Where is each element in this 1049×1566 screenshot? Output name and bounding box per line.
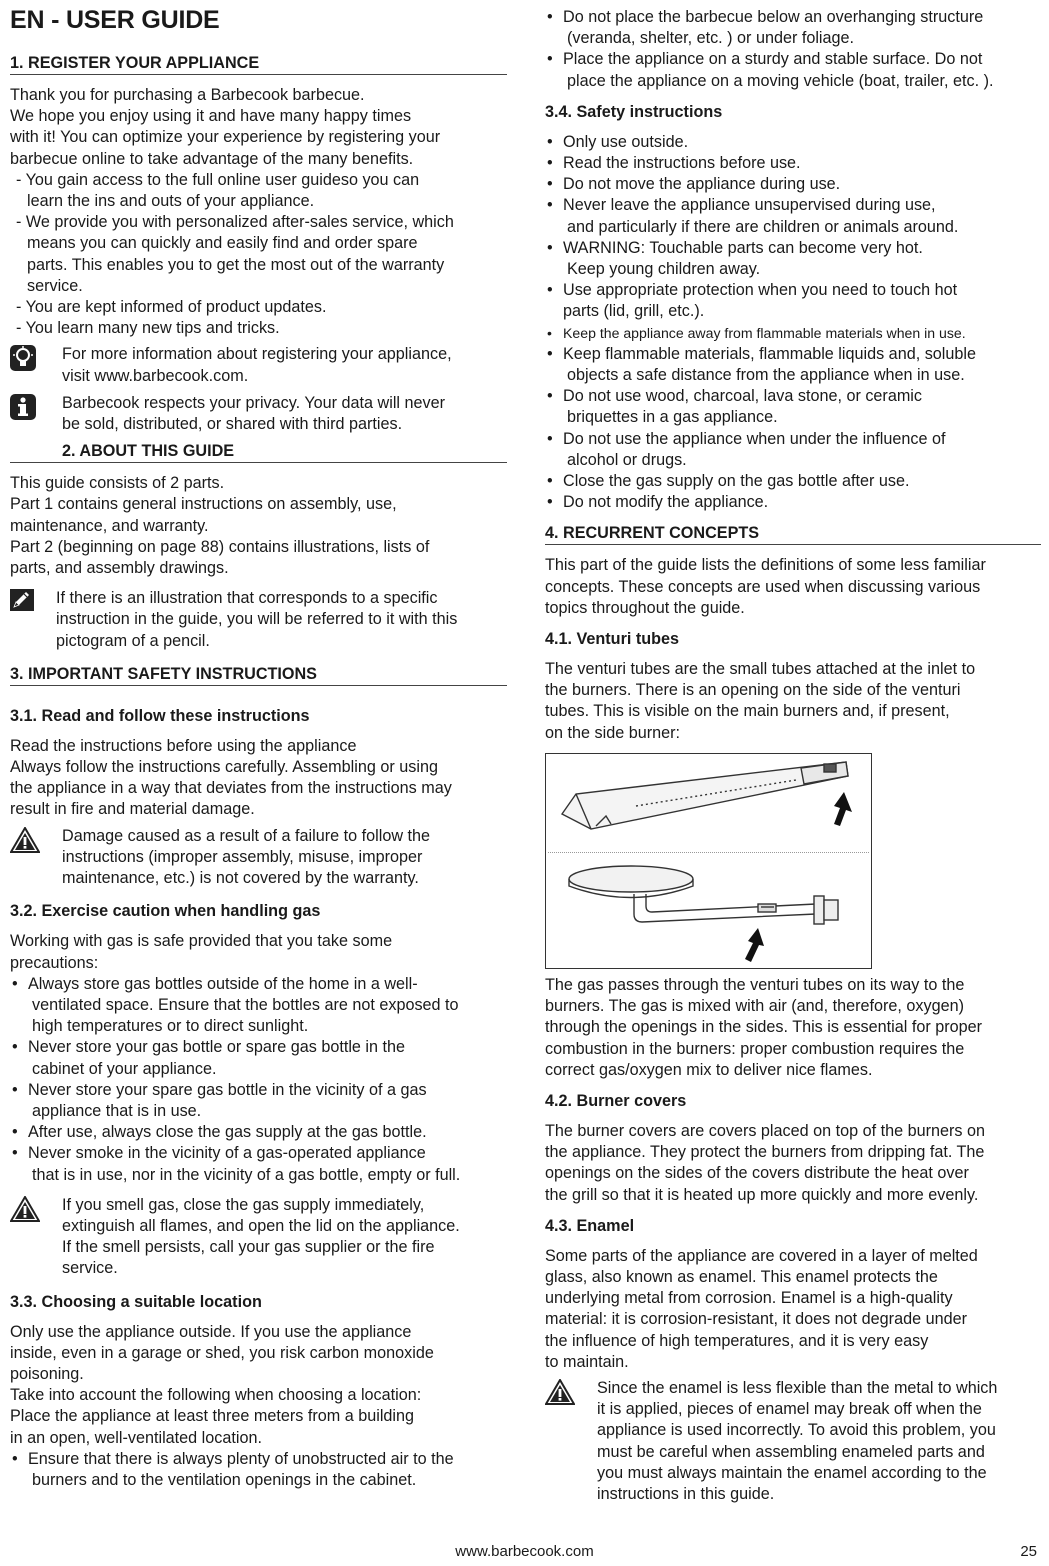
- heading-safety-instructions: 3.4. Safety instructions: [545, 102, 723, 121]
- list-item: [10, 1037, 507, 1079]
- bullet-line: • Do not move the appliance during use.: [563, 175, 841, 194]
- list-item: [545, 195, 1041, 237]
- register-intro-2: We hope you enjoy using it and have many happy times: [10, 107, 412, 126]
- bullet-line: Keep young children away.: [567, 260, 761, 279]
- about-line-4: Part 2 (beginning on page 88) contains illustrations, lists of: [10, 537, 430, 556]
- bullet-line: • After use, always close the gas supply at the gas bottle.: [28, 1123, 427, 1142]
- note-line: instructions (improper assembly, misuse, improper: [62, 847, 423, 866]
- location-line-3: poisoning.: [10, 1364, 84, 1383]
- concepts-line-1: This part of the guide lists the definitions of some less familiar: [545, 556, 986, 575]
- bullet-line: • Ensure that there is always plenty of unobstructed air to the: [28, 1449, 454, 1468]
- about-line-3: maintenance, and warranty.: [10, 516, 209, 535]
- benefit-line: learn the ins and outs of your appliance.: [27, 192, 315, 211]
- note-line: If you smell gas, close the gas supply immediately,: [62, 1195, 425, 1214]
- right-column: [545, 7, 1041, 1511]
- note-line: maintenance, etc.) is not covered by the warranty.: [62, 869, 419, 888]
- note-line: Damage caused as a result of a failure to follow the: [62, 826, 431, 845]
- bullet-line: ventilated space. Ensure that the bottles are not exposed to: [32, 995, 459, 1014]
- note-line: appliance is used incorrectly. To avoid this problem, you: [597, 1421, 996, 1440]
- bullet-line: • Do not place the barbecue below an overhanging structure: [563, 8, 984, 26]
- note-line: For more information about registering your appliance,: [62, 345, 452, 364]
- venturi-after-1: The gas passes through the venturi tubes on its way to the: [545, 975, 965, 994]
- heading-burner-covers: 4.2. Burner covers: [545, 1091, 687, 1110]
- covers-line-4: the grill so that it is heated up more quickly and more evenly.: [545, 1185, 979, 1204]
- warning-damage: [10, 826, 507, 890]
- list-item: [545, 132, 1041, 153]
- venturi-after-2: burners. The gas is mixed with air (and, therefore, oxygen): [545, 997, 964, 1016]
- about-line-5: parts, and assembly drawings.: [10, 559, 229, 578]
- location-line-2: inside, even in a garage or shed, you risk carbon monoxide: [10, 1343, 434, 1362]
- benefit-line: - You learn many new tips and tricks.: [16, 319, 280, 338]
- left-column: [10, 0, 507, 1491]
- warning-enamel: [545, 1378, 1041, 1505]
- list-item: [545, 492, 1041, 513]
- pencil-icon: [10, 589, 34, 611]
- benefit-item: [10, 318, 507, 339]
- note-line: it is applied, pieces of enamel may break off when the: [597, 1400, 982, 1419]
- heading-register: 1. REGISTER YOUR APPLIANCE: [10, 53, 507, 75]
- bullet-line: that is in use, nor in the vicinity of a gas bottle, empty or full.: [32, 1165, 461, 1184]
- location-line-5: Place the appliance at least three meters from a building: [10, 1407, 415, 1426]
- note-line: extinguish all flames, and open the lid on the appliance.: [62, 1216, 460, 1235]
- arrow-icon: [745, 928, 764, 962]
- bullet-line: • Do not use wood, charcoal, lava stone, or ceramic: [563, 387, 923, 406]
- note-line: service.: [62, 1259, 118, 1278]
- covers-line-1: The burner covers are covers placed on top of the burners on: [545, 1121, 986, 1140]
- note-line: visit www.barbecook.com.: [62, 366, 249, 385]
- list-item: [545, 471, 1041, 492]
- benefit-item: [10, 170, 507, 212]
- list-item: [545, 238, 1041, 280]
- benefit-line: parts. This enables you to get the most out of the warranty: [27, 255, 445, 274]
- covers-line-3: openings on the sides of the covers distribute the heat over: [545, 1164, 969, 1183]
- heading-gas-caution: 3.2. Exercise caution when handling gas: [10, 902, 321, 921]
- bullet-line: • Keep the appliance away from flammable materials when in use.: [563, 324, 966, 341]
- note-line: you must always maintain the enamel according to the: [597, 1463, 987, 1482]
- bullet-line: • Keep flammable materials, flammable liquids and, soluble: [563, 344, 976, 363]
- venturi-after-3: through the openings in the sides. This is essential for proper: [545, 1018, 983, 1037]
- list-item: [545, 429, 1041, 471]
- list-item: [10, 1122, 507, 1143]
- benefit-line: - You are kept informed of product updates.: [16, 298, 327, 317]
- bullet-line: • Place the appliance on a sturdy and stable surface. Do not: [563, 50, 983, 69]
- list-item: [10, 974, 507, 1038]
- about-line-2: Part 1 contains general instructions on assembly, use,: [10, 495, 397, 514]
- warning-icon: [10, 827, 40, 853]
- lightbulb-icon: [10, 345, 36, 371]
- note-line: instructions in this guide.: [597, 1484, 775, 1503]
- venturi-line-2: the burners. There is an opening on the side of the venturi: [545, 681, 961, 700]
- list-item: [10, 1143, 507, 1185]
- bullet-line: • Close the gas supply on the gas bottle after use.: [563, 472, 910, 491]
- register-intro-4: barbecue online to take advantage of the many benefits.: [10, 149, 414, 168]
- heading-read-follow: 3.1. Read and follow these instructions: [10, 706, 310, 725]
- heading-recurrent-concepts: 4. RECURRENT CONCEPTS: [545, 523, 1041, 545]
- gas-bullet-list: [10, 974, 507, 1186]
- list-item: [545, 280, 1041, 322]
- concepts-line-3: topics throughout the guide.: [545, 598, 745, 617]
- about-line-1: This guide consists of 2 parts.: [10, 474, 225, 493]
- enamel-line-6: to maintain.: [545, 1352, 629, 1371]
- bullet-line: • Use appropriate protection when you need to touch hot: [563, 281, 958, 300]
- note-pencil: [10, 588, 507, 652]
- list-item: [10, 1080, 507, 1122]
- enamel-line-2: glass, also known as enamel. This enamel protects the: [545, 1267, 938, 1286]
- venturi-after-4: combustion in the burners: proper combustion requires the: [545, 1039, 965, 1058]
- note-line: Barbecook respects your privacy. Your data will never: [62, 393, 445, 412]
- note-line: pictogram of a pencil.: [56, 631, 210, 650]
- bullet-line: • Do not modify the appliance.: [563, 493, 769, 512]
- page-number: 25: [1020, 1543, 1037, 1560]
- bullet-line: • Read the instructions before use.: [563, 154, 801, 173]
- bullet-line: • Never smoke in the vicinity of a gas-operated appliance: [28, 1144, 426, 1163]
- list-item: [545, 153, 1041, 174]
- bullet-line: high temperatures or to direct sunlight.: [32, 1017, 309, 1036]
- bullet-line: appliance that is in use.: [32, 1101, 202, 1120]
- read-line-1: Read the instructions before using the appliance: [10, 736, 357, 755]
- venturi-line-1: The venturi tubes are the small tubes attached at the inlet to: [545, 660, 976, 679]
- register-intro-1: Thank you for purchasing a Barbecook barbecue.: [10, 86, 365, 104]
- note-line: instruction in the guide, you will be referred to it with this: [56, 610, 458, 629]
- location-line-6: in an open, well-ventilated location.: [10, 1428, 262, 1447]
- note-register-tip: [10, 344, 507, 386]
- read-line-2: Always follow the instructions carefully. Assembling or using: [10, 758, 438, 777]
- venturi-line-4: on the side burner:: [545, 723, 680, 742]
- bullet-line: and particularly if there are children or animals around.: [567, 217, 959, 236]
- bullet-line: burners and to the ventilation openings in the cabinet.: [32, 1470, 417, 1489]
- bullet-line: • Always store gas bottles outside of the home in a well-: [28, 974, 418, 993]
- note-line: If the smell persists, call your gas supplier or the fire: [62, 1238, 435, 1257]
- bullet-line: objects a safe distance from the appliance when in use.: [567, 366, 965, 385]
- venturi-tube-illustration: [546, 754, 871, 968]
- location-line-4: Take into account the following when choosing a location:: [10, 1386, 422, 1405]
- note-line: be sold, distributed, or shared with third parties.: [62, 415, 403, 434]
- bullet-line: parts (lid, grill, etc.).: [563, 302, 705, 321]
- list-item: [545, 49, 1041, 91]
- heading-safety: 3. IMPORTANT SAFETY INSTRUCTIONS: [10, 664, 507, 686]
- warning-icon: [10, 1196, 40, 1222]
- heading-venturi: 4.1. Venturi tubes: [545, 630, 680, 649]
- bullet-line: place the appliance on a moving vehicle (boat, trailer, etc. ).: [567, 71, 994, 90]
- benefit-item: [10, 212, 507, 297]
- footer-url: www.barbecook.com: [455, 1543, 594, 1560]
- bullet-line: (veranda, shelter, etc. ) or under foliage.: [567, 29, 855, 48]
- info-icon: [10, 394, 36, 420]
- list-item: [545, 174, 1041, 195]
- venturi-after-5: correct gas/oxygen mix to deliver nice flames.: [545, 1060, 873, 1079]
- enamel-line-3: underlying metal from corrosion. Enamel is a high-quality: [545, 1289, 953, 1308]
- venturi-line-3: tubes. This is visible on the main burners and, if present,: [545, 702, 950, 721]
- location-bullet-list: [10, 1449, 507, 1491]
- heading-location: 3.3. Choosing a suitable location: [10, 1292, 262, 1311]
- page-title: EN - USER GUIDE: [10, 6, 220, 34]
- list-item: [545, 386, 1041, 428]
- bullet-line: • Never leave the appliance unsupervised during use,: [563, 196, 936, 215]
- benefit-line: - You gain access to the full online user guideso you can: [16, 170, 420, 189]
- concepts-line-2: concepts. These concepts are used when discussing various: [545, 577, 981, 596]
- note-line: Since the enamel is less flexible than the metal to which: [597, 1378, 998, 1397]
- arrow-icon: [834, 792, 852, 826]
- list-item: [545, 7, 1041, 49]
- benefit-line: means you can quickly and easily find and order spare: [27, 234, 418, 253]
- bullet-line: • Never store your spare gas bottle in the vicinity of a gas: [28, 1080, 427, 1099]
- list-item: [10, 1449, 507, 1491]
- location-line-1: Only use the appliance outside. If you use the appliance: [10, 1322, 412, 1341]
- heading-about-guide: 2. ABOUT THIS GUIDE: [10, 441, 507, 463]
- figure-divider: [548, 852, 869, 853]
- bullet-line: • Only use outside.: [563, 132, 689, 151]
- read-line-4: result in fire and material damage.: [10, 800, 255, 819]
- location-bullet-list-cont: [545, 7, 1041, 92]
- warning-gas-smell: [10, 1195, 507, 1280]
- safety-bullet-list: [545, 132, 1041, 514]
- warning-icon: [545, 1379, 575, 1405]
- venturi-figure: [545, 753, 872, 969]
- note-line: must be careful when assembling enameled parts and: [597, 1442, 985, 1461]
- register-intro-3: with it! You can optimize your experience by registering your: [10, 128, 441, 147]
- bullet-line: briquettes in a gas appliance.: [567, 408, 778, 427]
- heading-enamel: 4.3. Enamel: [545, 1216, 635, 1235]
- benefit-line: service.: [27, 276, 83, 295]
- bullet-line: • Never store your gas bottle or spare gas bottle in the: [28, 1038, 406, 1057]
- bullet-line: • WARNING: Touchable parts can become very hot.: [563, 238, 923, 257]
- bullet-line: • Do not use the appliance when under the influence of: [563, 429, 946, 448]
- note-line: If there is an illustration that corresponds to a specific: [56, 589, 438, 608]
- benefit-item: [10, 297, 507, 318]
- benefit-line: - We provide you with personalized after-sales service, which: [16, 213, 454, 232]
- list-item: [545, 344, 1041, 386]
- list-item: [545, 323, 1041, 344]
- enamel-line-1: Some parts of the appliance are covered in a layer of melted: [545, 1246, 978, 1265]
- bullet-line: alcohol or drugs.: [567, 450, 687, 469]
- read-line-3: the appliance in a way that deviates from the instructions may: [10, 779, 452, 798]
- gas-line-2: precautions:: [10, 953, 99, 972]
- enamel-line-4: material: it is corrosion-resistant, it does not degrade under: [545, 1310, 967, 1329]
- note-privacy: [10, 393, 507, 435]
- bullet-line: cabinet of your appliance.: [32, 1059, 217, 1078]
- enamel-line-5: the influence of high temperatures, and it is very easy: [545, 1331, 929, 1350]
- covers-line-2: the appliance. They protect the burners from dripping fat. The: [545, 1143, 985, 1162]
- gas-line-1: Working with gas is safe provided that you take some: [10, 932, 393, 951]
